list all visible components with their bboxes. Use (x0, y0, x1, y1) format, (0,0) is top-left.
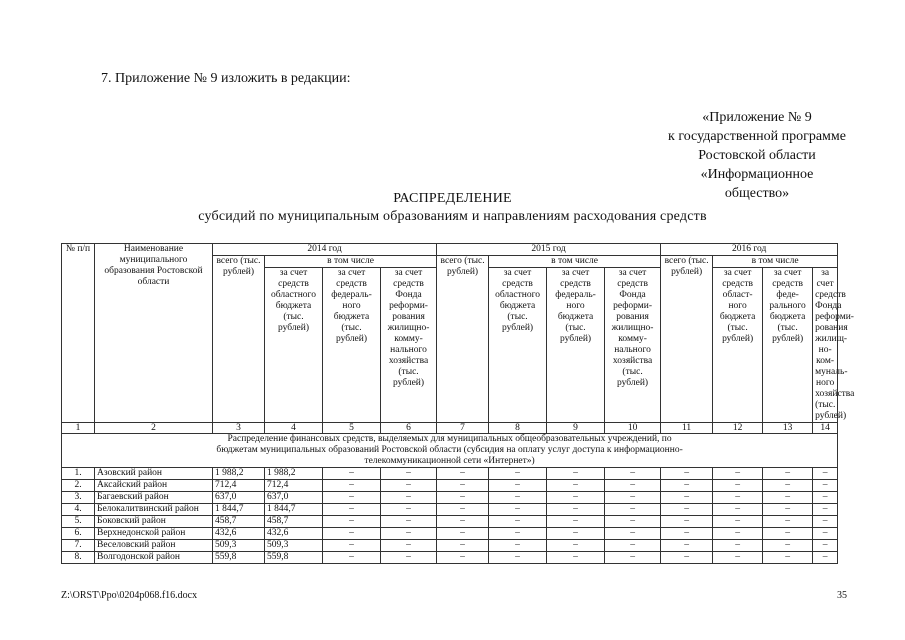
row-total-2014: 509,3 (213, 540, 265, 552)
row-total-2014: 432,6 (213, 528, 265, 540)
row-number: 3. (62, 492, 95, 504)
appendix-line-1: «Приложение № 9 (702, 110, 812, 125)
row-empty-value: – (763, 504, 813, 516)
table-row (62, 468, 838, 480)
row-empty-value: – (323, 468, 381, 480)
header-year-2014: 2014 год (213, 244, 437, 256)
row-empty-value: – (437, 480, 489, 492)
row-empty-value: – (713, 504, 763, 516)
header-total-2015: всего (тыс. рублей) (437, 256, 489, 423)
row-empty-value: – (661, 492, 713, 504)
row-empty-value: – (437, 492, 489, 504)
row-empty-value: – (323, 540, 381, 552)
row-empty-value: – (489, 516, 547, 528)
header-incl-2016: в том числе (713, 256, 838, 268)
row-empty-value: – (547, 504, 605, 516)
row-empty-value: – (605, 516, 661, 528)
row-empty-value: – (713, 540, 763, 552)
header-reg-2014: за счет средств областного бюджета (тыс. рублей) (265, 268, 323, 423)
col-num: 5 (323, 423, 381, 434)
table-row (62, 552, 838, 564)
row-empty-value: – (489, 468, 547, 480)
row-empty-value: – (489, 480, 547, 492)
row-regional-2014: 509,3 (265, 540, 323, 552)
row-number: 4. (62, 504, 95, 516)
row-number: 1. (62, 468, 95, 480)
row-empty-value: – (605, 552, 661, 564)
row-empty-value: – (813, 516, 838, 528)
row-total-2014: 712,4 (213, 480, 265, 492)
row-empty-value: – (381, 468, 437, 480)
row-regional-2014: 1 844,7 (265, 504, 323, 516)
header-fed-2015: за счет средств федераль-ного бюджета (тыс. рублей) (547, 268, 605, 423)
title-line-2: субсидий по муниципальным образованиям и направлениям расходования средств (198, 209, 707, 224)
row-total-2014: 1 844,7 (213, 504, 265, 516)
row-empty-value: – (381, 480, 437, 492)
row-empty-value: – (323, 480, 381, 492)
row-number: 7. (62, 540, 95, 552)
row-empty-value: – (661, 480, 713, 492)
row-empty-value: – (437, 468, 489, 480)
row-empty-value: – (547, 468, 605, 480)
col-num: 9 (547, 423, 605, 434)
header-year-2015: 2015 год (437, 244, 661, 256)
row-empty-value: – (713, 552, 763, 564)
row-municipality: Веселовский район (95, 540, 213, 552)
row-empty-value: – (437, 516, 489, 528)
row-empty-value: – (661, 468, 713, 480)
row-empty-value: – (813, 540, 838, 552)
row-empty-value: – (813, 492, 838, 504)
row-empty-value: – (437, 540, 489, 552)
row-empty-value: – (605, 480, 661, 492)
row-empty-value: – (713, 468, 763, 480)
row-empty-value: – (489, 552, 547, 564)
col-num: 2 (95, 423, 213, 434)
row-municipality: Боковский район (95, 516, 213, 528)
row-empty-value: – (813, 528, 838, 540)
row-empty-value: – (605, 528, 661, 540)
distribution-table (61, 243, 855, 564)
row-number: 6. (62, 528, 95, 540)
table-row (62, 504, 838, 516)
row-municipality: Волгодонской район (95, 552, 213, 564)
row-empty-value: – (437, 528, 489, 540)
header-total-2016: всего (тыс. рублей) (661, 256, 713, 423)
table-row (62, 516, 838, 528)
row-total-2014: 559,8 (213, 552, 265, 564)
row-empty-value: – (713, 516, 763, 528)
header-reg-2015: за счет средств областного бюджета (тыс. рублей) (489, 268, 547, 423)
row-municipality: Азовский район (95, 468, 213, 480)
row-empty-value: – (661, 540, 713, 552)
row-empty-value: – (661, 504, 713, 516)
row-empty-value: – (713, 528, 763, 540)
row-empty-value: – (547, 492, 605, 504)
title-line-1: РАСПРЕДЕЛЕНИЕ (393, 191, 512, 206)
header-year-2016: 2016 год (661, 244, 838, 256)
header-fed-2014: за счет средств федераль-ного бюджета (тыс. рублей) (323, 268, 381, 423)
row-empty-value: – (381, 492, 437, 504)
header-name: Наименование муниципального образования Ростовской области (95, 244, 213, 423)
appendix-line-4: «Информационное общество» (700, 167, 814, 201)
appendix-line-3: Ростовской области (698, 148, 816, 163)
row-empty-value: – (813, 468, 838, 480)
row-empty-value: – (763, 492, 813, 504)
column-numbers-row (62, 423, 838, 434)
col-num: 6 (381, 423, 437, 434)
row-empty-value: – (547, 528, 605, 540)
row-empty-value: – (547, 516, 605, 528)
row-empty-value: – (661, 552, 713, 564)
row-empty-value: – (381, 504, 437, 516)
row-empty-value: – (605, 540, 661, 552)
row-empty-value: – (713, 480, 763, 492)
row-municipality: Багаевский район (95, 492, 213, 504)
footer-page-number: 35 (837, 590, 847, 601)
row-empty-value: – (489, 540, 547, 552)
row-regional-2014: 432,6 (265, 528, 323, 540)
col-num: 1 (62, 423, 95, 434)
row-empty-value: – (323, 504, 381, 516)
row-regional-2014: 559,8 (265, 552, 323, 564)
row-empty-value: – (547, 480, 605, 492)
col-num: 11 (661, 423, 713, 434)
row-empty-value: – (763, 480, 813, 492)
row-regional-2014: 637,0 (265, 492, 323, 504)
row-regional-2014: 712,4 (265, 480, 323, 492)
row-empty-value: – (813, 480, 838, 492)
row-empty-value: – (605, 468, 661, 480)
row-empty-value: – (381, 528, 437, 540)
col-num: 13 (763, 423, 813, 434)
row-municipality: Аксайский район (95, 480, 213, 492)
header-reg-2016: за счет средств област-ного бюджета (тыс. рублей) (713, 268, 763, 423)
row-empty-value: – (437, 504, 489, 516)
row-empty-value: – (489, 528, 547, 540)
row-municipality: Белокалитвинский район (95, 504, 213, 516)
row-empty-value: – (489, 492, 547, 504)
appendix-line-2: к государственной программе (668, 129, 846, 144)
row-number: 5. (62, 516, 95, 528)
row-empty-value: – (605, 492, 661, 504)
row-municipality: Верхнедонской район (95, 528, 213, 540)
header-incl-2015: в том числе (489, 256, 661, 268)
row-empty-value: – (489, 504, 547, 516)
col-num: 14 (813, 423, 838, 434)
row-empty-value: – (661, 528, 713, 540)
row-empty-value: – (763, 552, 813, 564)
row-empty-value: – (323, 516, 381, 528)
section-heading: Распределение финансовых средств, выделяемых для муниципальных общеобразовательных учреждений, по бюджетам муниципальных образований Ростовской области (субсидия на оплату услуг доступа к информационно-телекоммуникационной сети «Интернет») (62, 434, 838, 468)
document-title (0, 190, 905, 226)
header-fund-2015: за счет средств Фонда реформи-рования жилищно-комму-нального хозяйства (тыс. рублей) (605, 268, 661, 423)
row-regional-2014: 458,7 (265, 516, 323, 528)
row-regional-2014: 1 988,2 (265, 468, 323, 480)
row-empty-value: – (605, 504, 661, 516)
row-empty-value: – (813, 504, 838, 516)
row-number: 8. (62, 552, 95, 564)
row-empty-value: – (381, 552, 437, 564)
row-total-2014: 458,7 (213, 516, 265, 528)
table-row (62, 540, 838, 552)
footer-file-path: Z:\ORST\Ppo\0204p068.f16.docx (61, 590, 198, 601)
col-num: 3 (213, 423, 265, 434)
header-fund-2016: за счет средств Фонда реформи-рования жилищ-но-ком-муналь-ного хозяйства (тыс. рублей) (813, 268, 838, 423)
row-empty-value: – (381, 540, 437, 552)
col-num: 12 (713, 423, 763, 434)
col-num: 10 (605, 423, 661, 434)
row-empty-value: – (763, 540, 813, 552)
col-num: 4 (265, 423, 323, 434)
row-empty-value: – (661, 516, 713, 528)
row-total-2014: 637,0 (213, 492, 265, 504)
row-empty-value: – (763, 516, 813, 528)
row-empty-value: – (713, 492, 763, 504)
row-empty-value: – (547, 540, 605, 552)
intro-text: 7. Приложение № 9 изложить в редакции: (101, 71, 351, 86)
row-empty-value: – (323, 528, 381, 540)
table-row (62, 492, 838, 504)
row-number: 2. (62, 480, 95, 492)
row-empty-value: – (381, 516, 437, 528)
header-incl-2014: в том числе (265, 256, 437, 268)
table-row (62, 480, 838, 492)
row-empty-value: – (323, 492, 381, 504)
row-empty-value: – (323, 552, 381, 564)
row-empty-value: – (763, 528, 813, 540)
table-row (62, 528, 838, 540)
header-num: № п/п (62, 244, 95, 423)
header-total-2014: всего (тыс. рублей) (213, 256, 265, 423)
header-fund-2014: за счет средств Фонда реформи-рования жилищно-комму-нального хозяйства (тыс. рублей) (381, 268, 437, 423)
appendix-header (547, 108, 847, 203)
col-num: 8 (489, 423, 547, 434)
row-empty-value: – (813, 552, 838, 564)
row-total-2014: 1 988,2 (213, 468, 265, 480)
row-empty-value: – (547, 552, 605, 564)
row-empty-value: – (763, 468, 813, 480)
col-num: 7 (437, 423, 489, 434)
row-empty-value: – (437, 552, 489, 564)
header-fed-2016: за счет средств феде-рального бюджета (тыс. рублей) (763, 268, 813, 423)
